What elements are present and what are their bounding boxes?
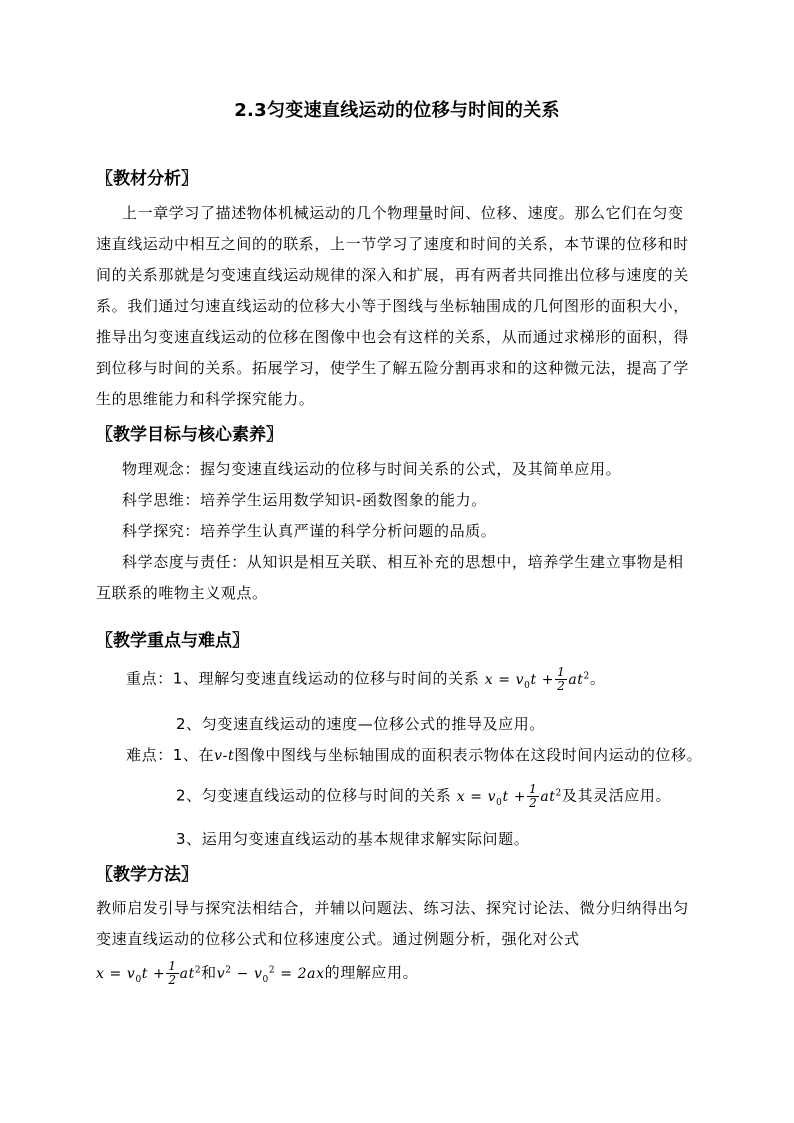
- key-point-1: [126, 666, 605, 693]
- difficulty-2: [176, 783, 671, 810]
- velocity-displacement-formula: $v^2 - v_0^2 = 2ax$: [216, 964, 325, 985]
- analysis-line-4: 系。我们通过匀速直线运动的位移大小等于图线与坐标轴围成的几何图形的面积大小，: [96, 297, 689, 315]
- analysis-line-7: 生的思维能力和科学探究能力。: [96, 390, 315, 408]
- displacement-formula: $x = v_0t$ + $\frac{1}{2}$ $at^2$: [484, 665, 590, 693]
- difficulty-2-end: 及其灵活应用。: [561, 786, 672, 805]
- goals-line-3: 科学探究：培养学生认真严谨的科学分析问题的品质。: [122, 522, 497, 540]
- key-heading: 〖教学重点与难点〗: [96, 631, 249, 651]
- displacement-formula-2: $x = v_0t$ + $\frac{1}{2}$ $at^2$: [456, 782, 562, 810]
- difficulty-1-text: 图像中图线与坐标轴围成的面积表示物体在这段时间内运动的位移。: [234, 746, 703, 764]
- method-line-2: 变速直线运动的位移公式和位移速度公式。通过例题分析，强化对公式: [96, 930, 580, 948]
- method-join: 和: [201, 963, 217, 982]
- analysis-line-2: 速直线运动中相互之间的的联系，上一节学习了速度和时间的关系，本节课的位移和时: [96, 235, 689, 253]
- goals-heading: 〖教学目标与核心素养〗: [96, 425, 283, 445]
- difficulty-1: [126, 744, 702, 765]
- displacement-formula-3: $x = v_0t$ + $\frac{1}{2}$ $at^2$: [96, 959, 202, 987]
- goals-line-1: 物理观念：握匀变速直线运动的位移与时间关系的公式，及其简单应用。: [122, 460, 622, 478]
- vt-label: v-t: [214, 748, 235, 764]
- key-point-1-end: 。: [589, 669, 606, 688]
- analysis-line-1: 上一章学习了描述物体机械运动的几个物理量时间、位移、速度。那么它们在匀变: [122, 204, 684, 222]
- difficulty-2-text: 2、匀变速直线运动的位移与时间的关系: [176, 786, 452, 805]
- analysis-line-5: 推导出匀变速直线运动的位移在图像中也会有这样的关系，从而通过求梯形的面积，得: [96, 328, 689, 346]
- method-heading: 〖教学方法〗: [96, 865, 198, 885]
- key-point-1-text: 重点：1、理解匀变速直线运动的位移与时间的关系: [126, 669, 480, 688]
- analysis-line-3: 间的关系那就是匀变速直线运动规律的深入和扩展，再有两者共同推出位移与速度的关: [96, 266, 689, 284]
- goals-line-4: 科学态度与责任：从知识是相互关联、相互补充的思想中，培养学生建立事物是相: [122, 553, 684, 571]
- method-line-3: [96, 960, 418, 987]
- goals-line-5: 互联系的唯物主义观点。: [96, 584, 268, 602]
- difficulty-3: 3、运用匀变速直线运动的基本规律求解实际问题。: [176, 830, 530, 848]
- method-end: 的理解应用。: [324, 963, 419, 982]
- method-line-1: 教师启发引导与探究法相结合，并辅以问题法、练习法、探究讨论法、微分归纳得出匀: [96, 899, 689, 917]
- analysis-heading: 〖教材分析〗: [96, 169, 198, 189]
- page-title: 2.3匀变速直线运动的位移与时间的关系: [234, 100, 560, 121]
- key-point-2: 2、匀变速直线运动的速度—位移公式的推导及应用。: [176, 715, 545, 733]
- analysis-line-6: 到位移与时间的关系。拓展学习，使学生了解五险分割再求和的这种微元法，提高了学: [96, 359, 689, 377]
- goals-line-2: 科学思维：培养学生运用数学知识-函数图象的能力。: [122, 491, 487, 509]
- difficulty-1-prefix: 难点：1、在: [126, 746, 215, 764]
